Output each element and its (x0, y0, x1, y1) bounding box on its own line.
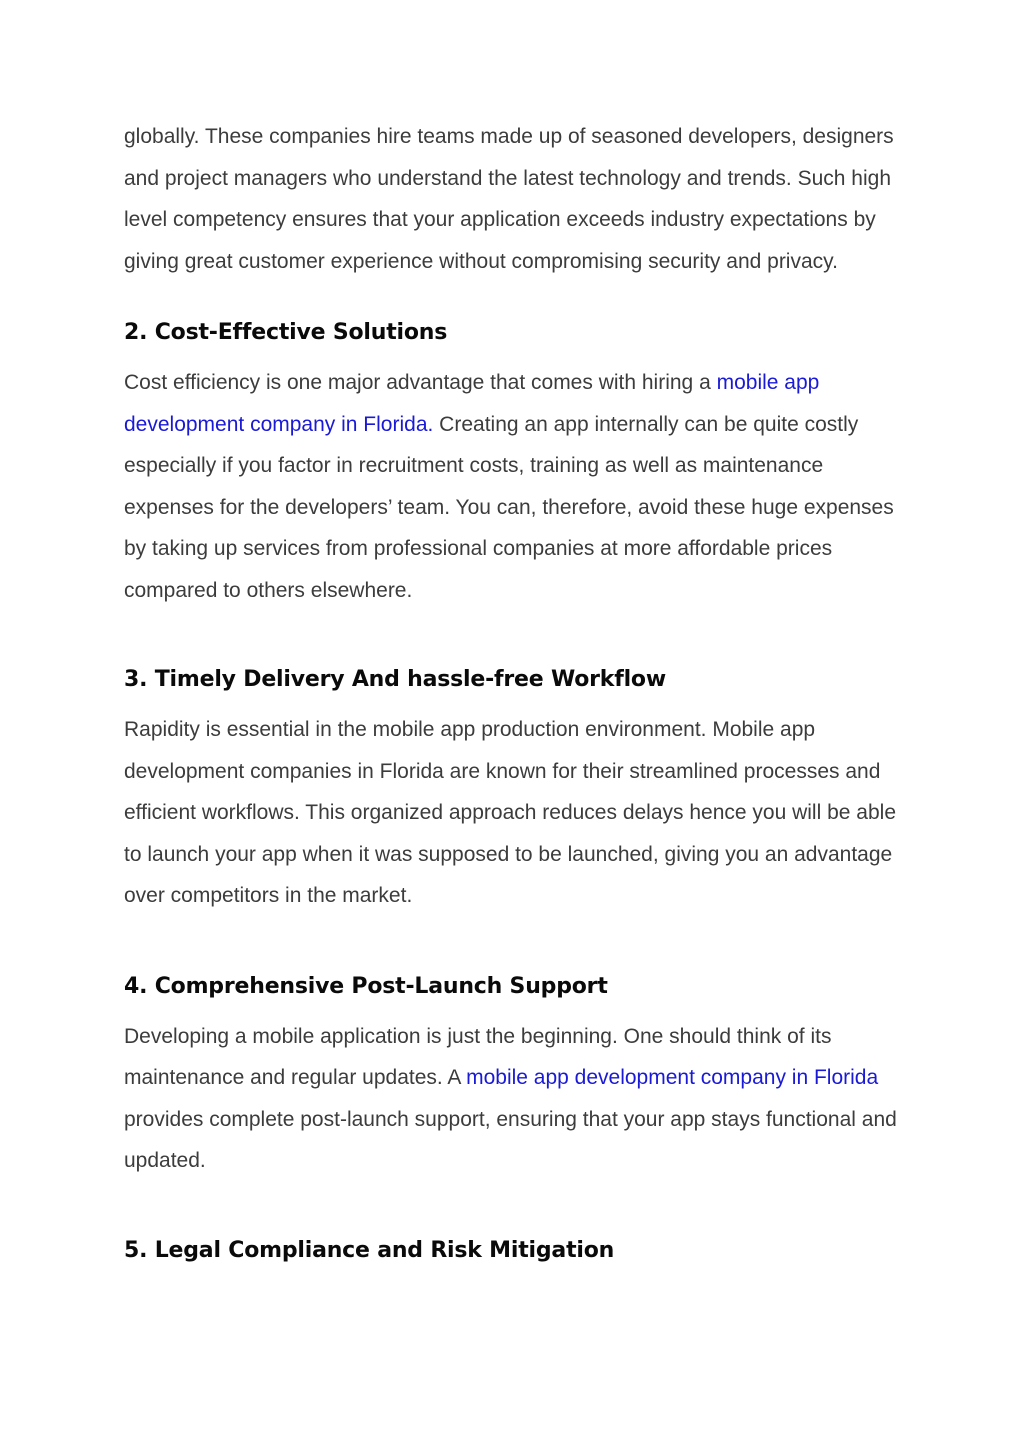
heading-post-launch-support: 4. Comprehensive Post-Launch Support (124, 973, 608, 999)
paragraph-text: Creating an app internally can be quite costly especially if you factor in recruitment costs, training as well as maintenance expenses for the developers’ team. You can, therefore, avoid these huge expenses by taking up services from professional companies at more affordable prices compared to others elsewhere. (124, 412, 894, 602)
mobile-app-company-link[interactable]: mobile app development company in Florida (466, 1066, 879, 1089)
post-launch-paragraph (124, 1016, 904, 1182)
paragraph-text: provides complete post-launch support, ensuring that your app stays functional and updated. (124, 1107, 897, 1172)
paragraph-text: Cost efficiency is one major advantage that comes with hiring a (124, 371, 717, 394)
mobile-app-company-link[interactable]: mobile app development company in Florida. (124, 371, 820, 436)
paragraph-text: Developing a mobile application is just the beginning. One should think of its maintenance and regular updates. A (124, 1024, 832, 1089)
cost-effective-paragraph (124, 362, 904, 611)
intro-paragraph: globally. These companies hire teams made up of seasoned developers, designers and project managers who understand the latest technology and trends. Such high level competency ensures that your application exceeds industry expectations by giving great customer experience without compromising security and privacy. (124, 125, 894, 273)
heading-cost-effective-solutions: 2. Cost-Effective Solutions (124, 320, 448, 345)
timely-delivery-paragraph: Rapidity is essential in the mobile app production environment. Mobile app development companies in Florida are known for their streamlined processes and efficient workflows. This organized approach reduces delays hence you will be able to launch your app when it was supposed to be launched, giving you an advantage over competitors in the market. (124, 718, 896, 907)
heading-legal-compliance: 5. Legal Compliance and Risk Mitigation (124, 1237, 615, 1263)
document-page (124, 116, 904, 1263)
heading-timely-delivery: 3. Timely Delivery And hassle-free Workflow (124, 667, 666, 692)
